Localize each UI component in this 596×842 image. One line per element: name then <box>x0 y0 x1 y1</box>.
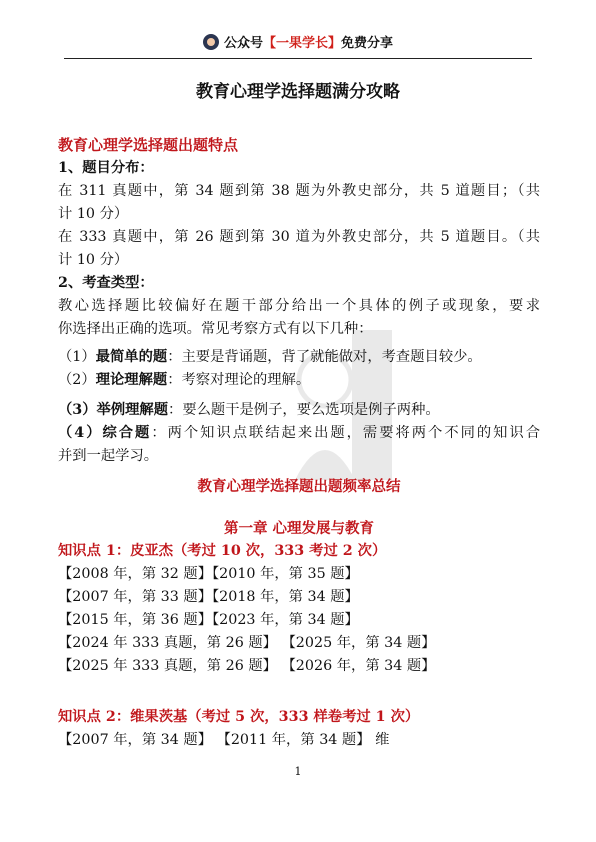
type-label: 综合题 <box>102 425 152 441</box>
avatar-icon <box>203 34 219 50</box>
paragraph-line: 计 10 分） <box>58 206 129 222</box>
knowledge-point-title: 知识点 2：维果茨基（考过 5 次，333 样卷考过 1 次） <box>58 709 420 725</box>
type-text: ：主要是背诵题，背了就能做对，考查题目较少。 <box>167 349 482 365</box>
section-characteristics <box>58 134 540 341</box>
question-types <box>58 346 540 392</box>
type-prefix: （1） <box>58 349 96 365</box>
knowledge-point-1 <box>58 540 540 678</box>
type-label: 最简单的题 <box>95 349 168 365</box>
year-row: 【2007 年，第 33 题】【2018 年，第 34 题】 <box>58 589 359 605</box>
year-row: 【2007 年，第 34 题】 【2011 年，第 34 题】 维 <box>58 732 390 748</box>
question-types-2 <box>58 399 540 468</box>
year-row: 【2008 年，第 32 题】【2010 年，第 35 题】 <box>58 566 359 582</box>
header-divider <box>64 58 532 59</box>
section-heading: 教育心理学选择题出题特点 <box>58 136 239 154</box>
item-heading: 1、题目分布： <box>58 160 154 176</box>
type-item <box>58 369 540 392</box>
page-title: 教育心理学选择题满分攻略 <box>196 82 400 102</box>
paragraph-line: 并到一起学习。 <box>58 448 159 464</box>
type-item <box>58 422 540 445</box>
type-item <box>58 399 540 422</box>
item-heading: 2、考查类型： <box>58 275 154 291</box>
type-prefix: （4） <box>58 425 103 441</box>
chapter-title: 第一章 心理发展与教育 <box>223 520 375 537</box>
year-row: 【2024 年 333 真题，第 26 题】 【2025 年，第 34 题】 <box>58 635 436 651</box>
paragraph-line: 教心选择题比较偏好在题干部分给出一个具体的例子或现象，要求 <box>58 298 540 314</box>
type-text: ：考察对理论的理解。 <box>167 372 311 388</box>
paragraph-line: 计 10 分） <box>58 252 129 268</box>
paragraph-line: 在 311 真题中，第 34 题到第 38 题为外教史部分，共 5 道题目；（共 <box>58 183 540 199</box>
header-prefix: 公众号 <box>223 36 263 51</box>
header-brand: 【一果学长】 <box>262 36 341 51</box>
page-number: 1 <box>294 765 302 778</box>
knowledge-point-title: 知识点 1：皮亚杰（考过 10 次，333 考过 2 次） <box>58 543 387 559</box>
type-prefix: （3） <box>58 402 97 418</box>
year-row: 【2025 年 333 真题，第 26 题】 【2026 年，第 34 题】 <box>58 658 436 674</box>
type-text: ：要么题干是例子，要么选项是例子两种。 <box>168 402 440 418</box>
type-item <box>58 346 540 369</box>
type-text: ：两个知识点联结起来出题，需要将两个不同的知识合 <box>151 425 541 441</box>
paragraph-line: 你选择出正确的选项。常见考察方式有以下几种： <box>58 321 373 337</box>
page-header <box>0 34 596 53</box>
type-label: 理论理解题 <box>95 372 168 388</box>
type-label: 举例理解题 <box>96 402 169 418</box>
type-prefix: （2） <box>58 372 96 388</box>
knowledge-point-2 <box>58 706 540 752</box>
paragraph-line: 在 333 真题中，第 26 题到第 30 道为外教史部分，共 5 道题目。（共 <box>58 229 540 245</box>
section-heading-frequency: 教育心理学选择题出题频率总结 <box>197 478 401 495</box>
header-suffix: 免费分享 <box>341 36 394 51</box>
year-row: 【2015 年，第 36 题】【2023 年，第 34 题】 <box>58 612 359 628</box>
